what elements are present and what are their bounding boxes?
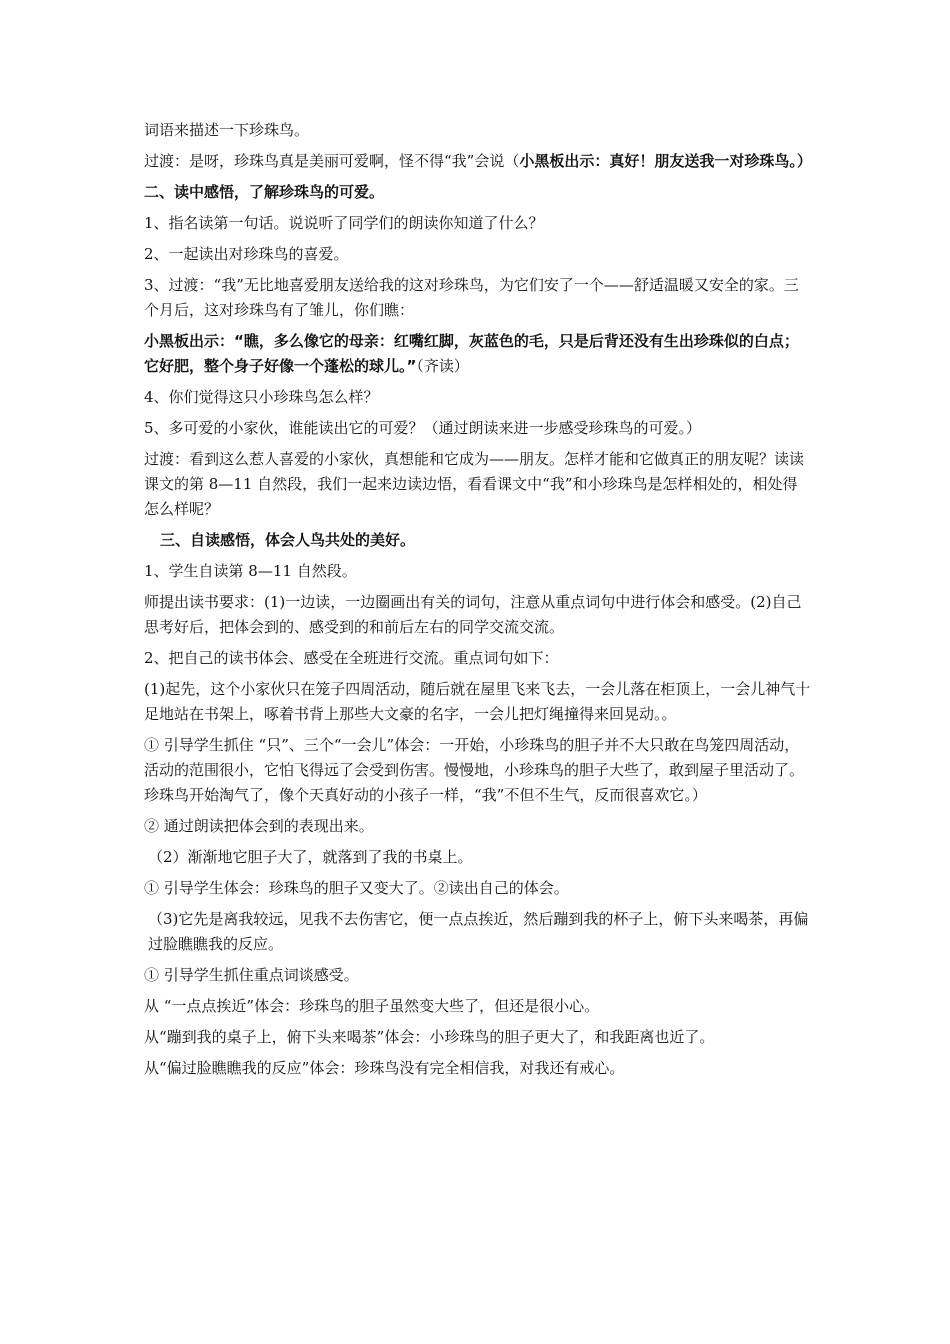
paragraph: ② 通过朗读把体会到的表现出来。 [144, 817, 374, 835]
paragraph: 从“偏过脸瞧瞧我的反应”体会：珍珠鸟没有完全相信我，对我还有戒心。 [144, 1059, 625, 1077]
document-page [144, 118, 812, 1087]
paragraph: （2）渐渐地它胆子大了，就落到了我的书桌上。 [148, 848, 473, 866]
paragraph: 3、过渡：“我”无比地喜爱朋友送给我的这对珍珠鸟，为它们安了一个——舒适温暖又安全的家。三个月后，这对珍珠鸟有了雏儿，你们瞧： [144, 276, 799, 319]
paragraph: (1)起先，这个小家伙只在笼子四周活动，随后就在屋里飞来飞去，一会儿落在柜顶上，一会儿神气十足地站在书架上，啄着书背上那些大文豪的名字，一会儿把灯绳撞得来回晃动。。 [144, 680, 811, 723]
paragraph: 2、把自己的读书体会、感受在全班进行交流。重点词句如下： [144, 649, 559, 667]
paragraph: 4、你们觉得这只小珍珠鸟怎么样？ [144, 388, 379, 406]
blackboard-text: 小黑板出示：真好！朋友送我一对珍珠鸟。 [519, 152, 797, 170]
paragraph: ① 引导学生体会：珍珠鸟的胆子又变大了。②读出自己的体会。 [144, 879, 569, 897]
paragraph: 从“蹦到我的桌子上，俯下头来喝茶”体会：小珍珠鸟的胆子更大了，和我距离也近了。 [144, 1028, 715, 1046]
paragraph: 从 “一点点挨近”体会：珍珠鸟的胆子虽然变大些了，但还是很小心。 [144, 997, 600, 1015]
paragraph: 1、指名读第一句话。说说听了同学们的朗读你知道了什么？ [144, 214, 544, 232]
paragraph: 过渡：看到这么惹人喜爱的小家伙，真想能和它成为——朋友。怎样才能和它做真正的朋友呢？读读课文的第 8—11 自然段，我们一起来边读边悟，看看课文中“我”和小珍珠鸟是怎样相处的，相处得怎么样呢？ [144, 450, 805, 518]
paragraph: 5、多可爱的小家伙，谁能读出它的可爱？（通过朗读来进一步感受珍珠鸟的可爱。） [144, 419, 702, 437]
paragraph: ① 引导学生抓住 “只”、三个“一会儿”体会：一开始，小珍珠鸟的胆子并不大只敢在鸟笼四周活动，活动的范围很小，它怕飞得远了会受到伤害。慢慢地，小珍珠鸟的胆子大些了，敢到屋子里活动了。珍珠鸟开始淘气了，像个天真好动的小孩子一样，“我”不但不生气，反而很喜欢它。） [144, 736, 805, 804]
paragraph: ① 引导学生抓住重点词谈感受。 [144, 966, 359, 984]
paragraph: 1、学生自读第 8—11 自然段。 [144, 562, 357, 580]
paragraph: 2、一起读出对珍珠鸟的喜爱。 [144, 245, 349, 263]
blackboard-quote: 小黑板出示：“瞧，多么像它的母亲：红嘴红脚，灰蓝色的毛，只是后背还没有生出珍珠似的白点；它好肥，整个身子好像一个蓬松的球儿。”（齐读） [144, 332, 799, 375]
paragraph: （3)它先是离我较远，见我不去伤害它，便一点点挨近，然后蹦到我的杯子上，俯下头来喝茶，再偏过脸瞧瞧我的反应。 [148, 910, 809, 953]
transition-paragraph: 过渡：是呀，珍珠鸟真是美丽可爱啊，怪不得“我”会说（小黑板出示：真好！朋友送我一对珍珠鸟。） [144, 152, 812, 170]
section-heading-3: 三、自读感悟，体会人鸟共处的美好。 [160, 531, 416, 549]
paragraph: 师提出读书要求：(1)一边读，一边圈画出有关的词句，注意从重点词句中进行体会和感受。(2)自己思考好后，把体会到的、感受到的和前后左右的同学交流交流。 [144, 593, 802, 636]
paragraph: 词语来描述一下珍珠鸟。 [144, 121, 310, 139]
section-heading-2: 二、读中感悟，了解珍珠鸟的可爱。 [144, 183, 385, 201]
